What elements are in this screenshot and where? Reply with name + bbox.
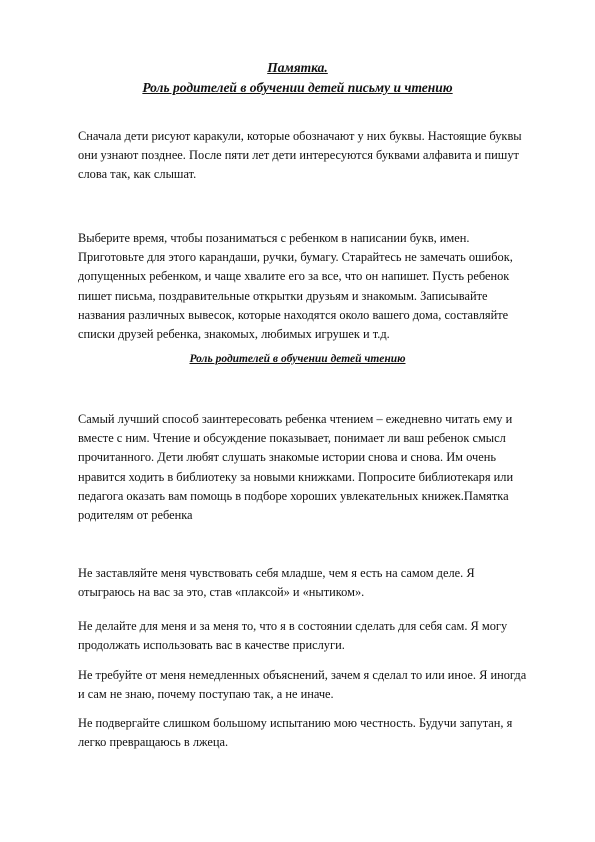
paragraph-line: Не заставляйте меня чувствовать себя младше, чем я есть на самом деле. Я [78,566,475,580]
paragraph-line: Не требуйте от меня немедленных объяснений, зачем я сделал то или иное. Я иногда [78,668,527,682]
paragraph-line: нравится ходить в библиотеку за новыми книжками. Попросите библиотекаря или [78,469,514,484]
paragraph-line: отыграюсь на вас за это, став «плаксой» и «нытиком». [78,585,365,600]
paragraph-line: Выберите время, чтобы позаниматься с ребенком в написании букв, имен. [78,231,470,245]
paragraph-line: слова так, как слышат. [78,167,197,182]
paragraph-line: названия различных вывесок, которые находятся около вашего дома, составляйте [78,307,509,322]
paragraph-line: легко превращаюсь в лжеца. [78,735,229,750]
paragraph-child-request-3 [78,666,533,704]
paragraph-line: пишет письма, поздравительные открытки друзьям и знакомым. Записывайте [78,288,488,303]
paragraph-reading-advice [78,410,533,525]
paragraph-line: допущенных ребенком, и чаще хвалите его за все, что он напишет. Пусть ребенок [78,269,510,284]
paragraph-line: Сначала дети рисуют каракули, которые обозначают у них буквы. Настоящие буквы [78,129,522,143]
paragraph-line: вместе с ним. Чтение и обсуждение показывает, понимает ли ваш ребенок смысл [78,431,506,446]
paragraph-line: педагога оказать вам помощь в подборе хороших увлекательных книжек.Памятка [78,488,509,503]
paragraph-line: Самый лучший способ заинтересовать ребенка чтением – ежедневно читать ему и [78,412,513,426]
paragraph-line: Не подвергайте слишком большому испытанию мою честность. Будучи запутан, я [78,716,513,730]
document-title: Памятка. [267,60,328,75]
paragraph-line: и сам не знаю, почему поступаю так, а не иначе. [78,687,334,702]
paragraph-child-request-1 [78,564,533,602]
section-heading: Роль родителей в обучении детей чтению [189,353,406,365]
paragraph-line: списки друзей ребенка, знакомых, любимых игрушек и т.д. [78,327,390,342]
paragraph-line: Приготовьте для этого карандаши, ручки, бумагу. Старайтесь не замечать ошибок, [78,250,513,265]
paragraph-line: прочитанного. Дети любят слушать знакомые истории снова и снова. Им очень [78,450,496,465]
paragraph-child-request-2 [78,617,533,655]
paragraph-line: продолжать использовать вас в качестве прислуги. [78,638,345,653]
paragraph-child-request-4 [78,714,533,752]
paragraph-writing-intro [78,127,533,185]
paragraph-line: Не делайте для меня и за меня то, что я в состоянии сделать для себя сам. Я могу [78,619,508,633]
paragraph-line: родителям от ребенка [78,508,193,523]
document-subtitle: Роль родителей в обучении детей письму и чтению [142,80,453,95]
paragraph-line: они узнают позднее. После пяти лет дети интересуются буквами алфавита и пишут [78,148,519,163]
paragraph-writing-advice [78,229,533,344]
